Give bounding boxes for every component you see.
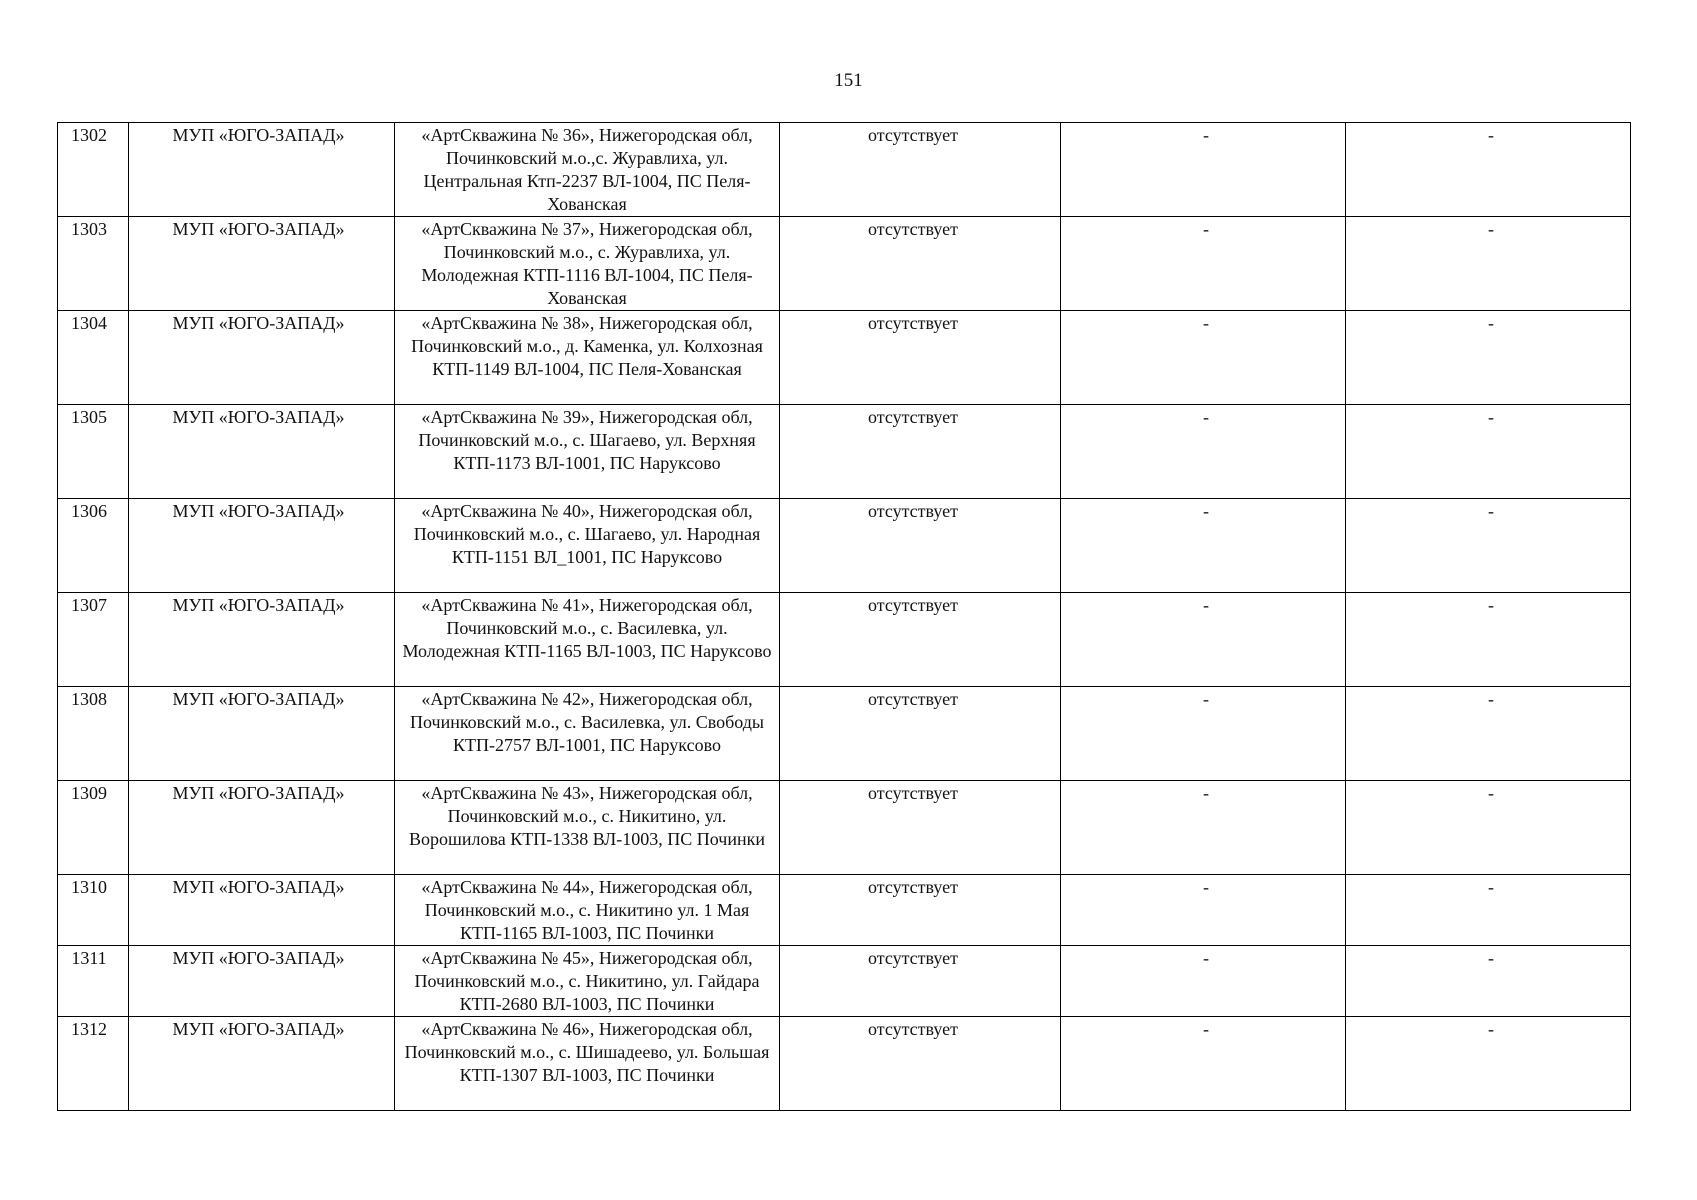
row-number: 1308 [58,687,129,781]
table-row [58,217,1631,311]
dash-cell: - [1346,123,1631,217]
row-number: 1309 [58,781,129,875]
dash-cell: - [1061,405,1346,499]
object-description: «АртСкважина № 44», Нижегородская обл, Починковский м.о., с. Никитино ул. 1 Мая КТП-1165 ВЛ-1003, ПС Починки [395,875,780,946]
row-number: 1305 [58,405,129,499]
status-cell: отсутствует [780,875,1061,946]
object-description: «АртСкважина № 46», Нижегородская обл, Починковский м.о., с. Шишадеево, ул. Большая КТП-1307 ВЛ-1003, ПС Починки [395,1017,780,1111]
dash-cell: - [1061,781,1346,875]
object-description: «АртСкважина № 38», Нижегородская обл, Починковский м.о., д. Каменка, ул. Колхозная КТП-1149 ВЛ-1004, ПС Пеля-Хованская [395,311,780,405]
dash-cell: - [1061,217,1346,311]
table-row [58,499,1631,593]
row-number: 1303 [58,217,129,311]
organization: МУП «ЮГО-ЗАПАД» [129,593,395,687]
dash-cell: - [1061,123,1346,217]
object-description: «АртСкважина № 39», Нижегородская обл, Починковский м.о., с. Шагаево, ул. Верхняя КТП-1173 ВЛ-1001, ПС Наруксово [395,405,780,499]
table-row [58,875,1631,946]
status-cell: отсутствует [780,499,1061,593]
table-row [58,946,1631,1017]
status-cell: отсутствует [780,311,1061,405]
object-description: «АртСкважина № 43», Нижегородская обл, Починковский м.о., с. Никитино, ул. Ворошилова КТП-1338 ВЛ-1003, ПС Починки [395,781,780,875]
organization: МУП «ЮГО-ЗАПАД» [129,123,395,217]
organization: МУП «ЮГО-ЗАПАД» [129,311,395,405]
organization: МУП «ЮГО-ЗАПАД» [129,781,395,875]
row-number: 1302 [58,123,129,217]
status-cell: отсутствует [780,687,1061,781]
row-number: 1304 [58,311,129,405]
dash-cell: - [1346,405,1631,499]
row-number: 1306 [58,499,129,593]
dash-cell: - [1061,946,1346,1017]
dash-cell: - [1346,1017,1631,1111]
dash-cell: - [1061,593,1346,687]
row-number: 1307 [58,593,129,687]
table-row [58,311,1631,405]
registry-table [57,122,1631,1111]
organization: МУП «ЮГО-ЗАПАД» [129,1017,395,1111]
dash-cell: - [1346,875,1631,946]
dash-cell: - [1061,687,1346,781]
dash-cell: - [1346,781,1631,875]
object-description: «АртСкважина № 36», Нижегородская обл, Починковский м.о.,с. Журавлиха, ул. Центральная Ктп-2237 ВЛ-1004, ПС Пеля-Хованская [395,123,780,217]
table-row [58,687,1631,781]
row-number: 1311 [58,946,129,1017]
dash-cell: - [1061,499,1346,593]
status-cell: отсутствует [780,946,1061,1017]
dash-cell: - [1346,311,1631,405]
table-row [58,593,1631,687]
row-number: 1310 [58,875,129,946]
status-cell: отсутствует [780,405,1061,499]
object-description: «АртСкважина № 45», Нижегородская обл, Починковский м.о., с. Никитино, ул. Гайдара КТП-2680 ВЛ-1003, ПС Починки [395,946,780,1017]
dash-cell: - [1346,217,1631,311]
status-cell: отсутствует [780,593,1061,687]
organization: МУП «ЮГО-ЗАПАД» [129,405,395,499]
dash-cell: - [1346,946,1631,1017]
status-cell: отсутствует [780,781,1061,875]
dash-cell: - [1346,499,1631,593]
object-description: «АртСкважина № 37», Нижегородская обл, Починковский м.о., с. Журавлиха, ул. Молодежная КТП-1116 ВЛ-1004, ПС Пеля-Хованская [395,217,780,311]
page-number: 151 [834,70,863,91]
organization: МУП «ЮГО-ЗАПАД» [129,875,395,946]
row-number: 1312 [58,1017,129,1111]
dash-cell: - [1061,875,1346,946]
dash-cell: - [1061,311,1346,405]
organization: МУП «ЮГО-ЗАПАД» [129,946,395,1017]
table-row [58,123,1631,217]
dash-cell: - [1061,1017,1346,1111]
dash-cell: - [1346,687,1631,781]
object-description: «АртСкважина № 40», Нижегородская обл, Починковский м.о., с. Шагаево, ул. Народная КТП-1151 ВЛ_1001, ПС Наруксово [395,499,780,593]
organization: МУП «ЮГО-ЗАПАД» [129,217,395,311]
status-cell: отсутствует [780,123,1061,217]
table-row [58,781,1631,875]
status-cell: отсутствует [780,1017,1061,1111]
object-description: «АртСкважина № 42», Нижегородская обл, Починковский м.о., с. Василевка, ул. Свободы КТП-2757 ВЛ-1001, ПС Наруксово [395,687,780,781]
organization: МУП «ЮГО-ЗАПАД» [129,499,395,593]
table-row [58,405,1631,499]
table-row [58,1017,1631,1111]
object-description: «АртСкважина № 41», Нижегородская обл, Починковский м.о., с. Василевка, ул. Молодежная КТП-1165 ВЛ-1003, ПС Наруксово [395,593,780,687]
dash-cell: - [1346,593,1631,687]
organization: МУП «ЮГО-ЗАПАД» [129,687,395,781]
status-cell: отсутствует [780,217,1061,311]
